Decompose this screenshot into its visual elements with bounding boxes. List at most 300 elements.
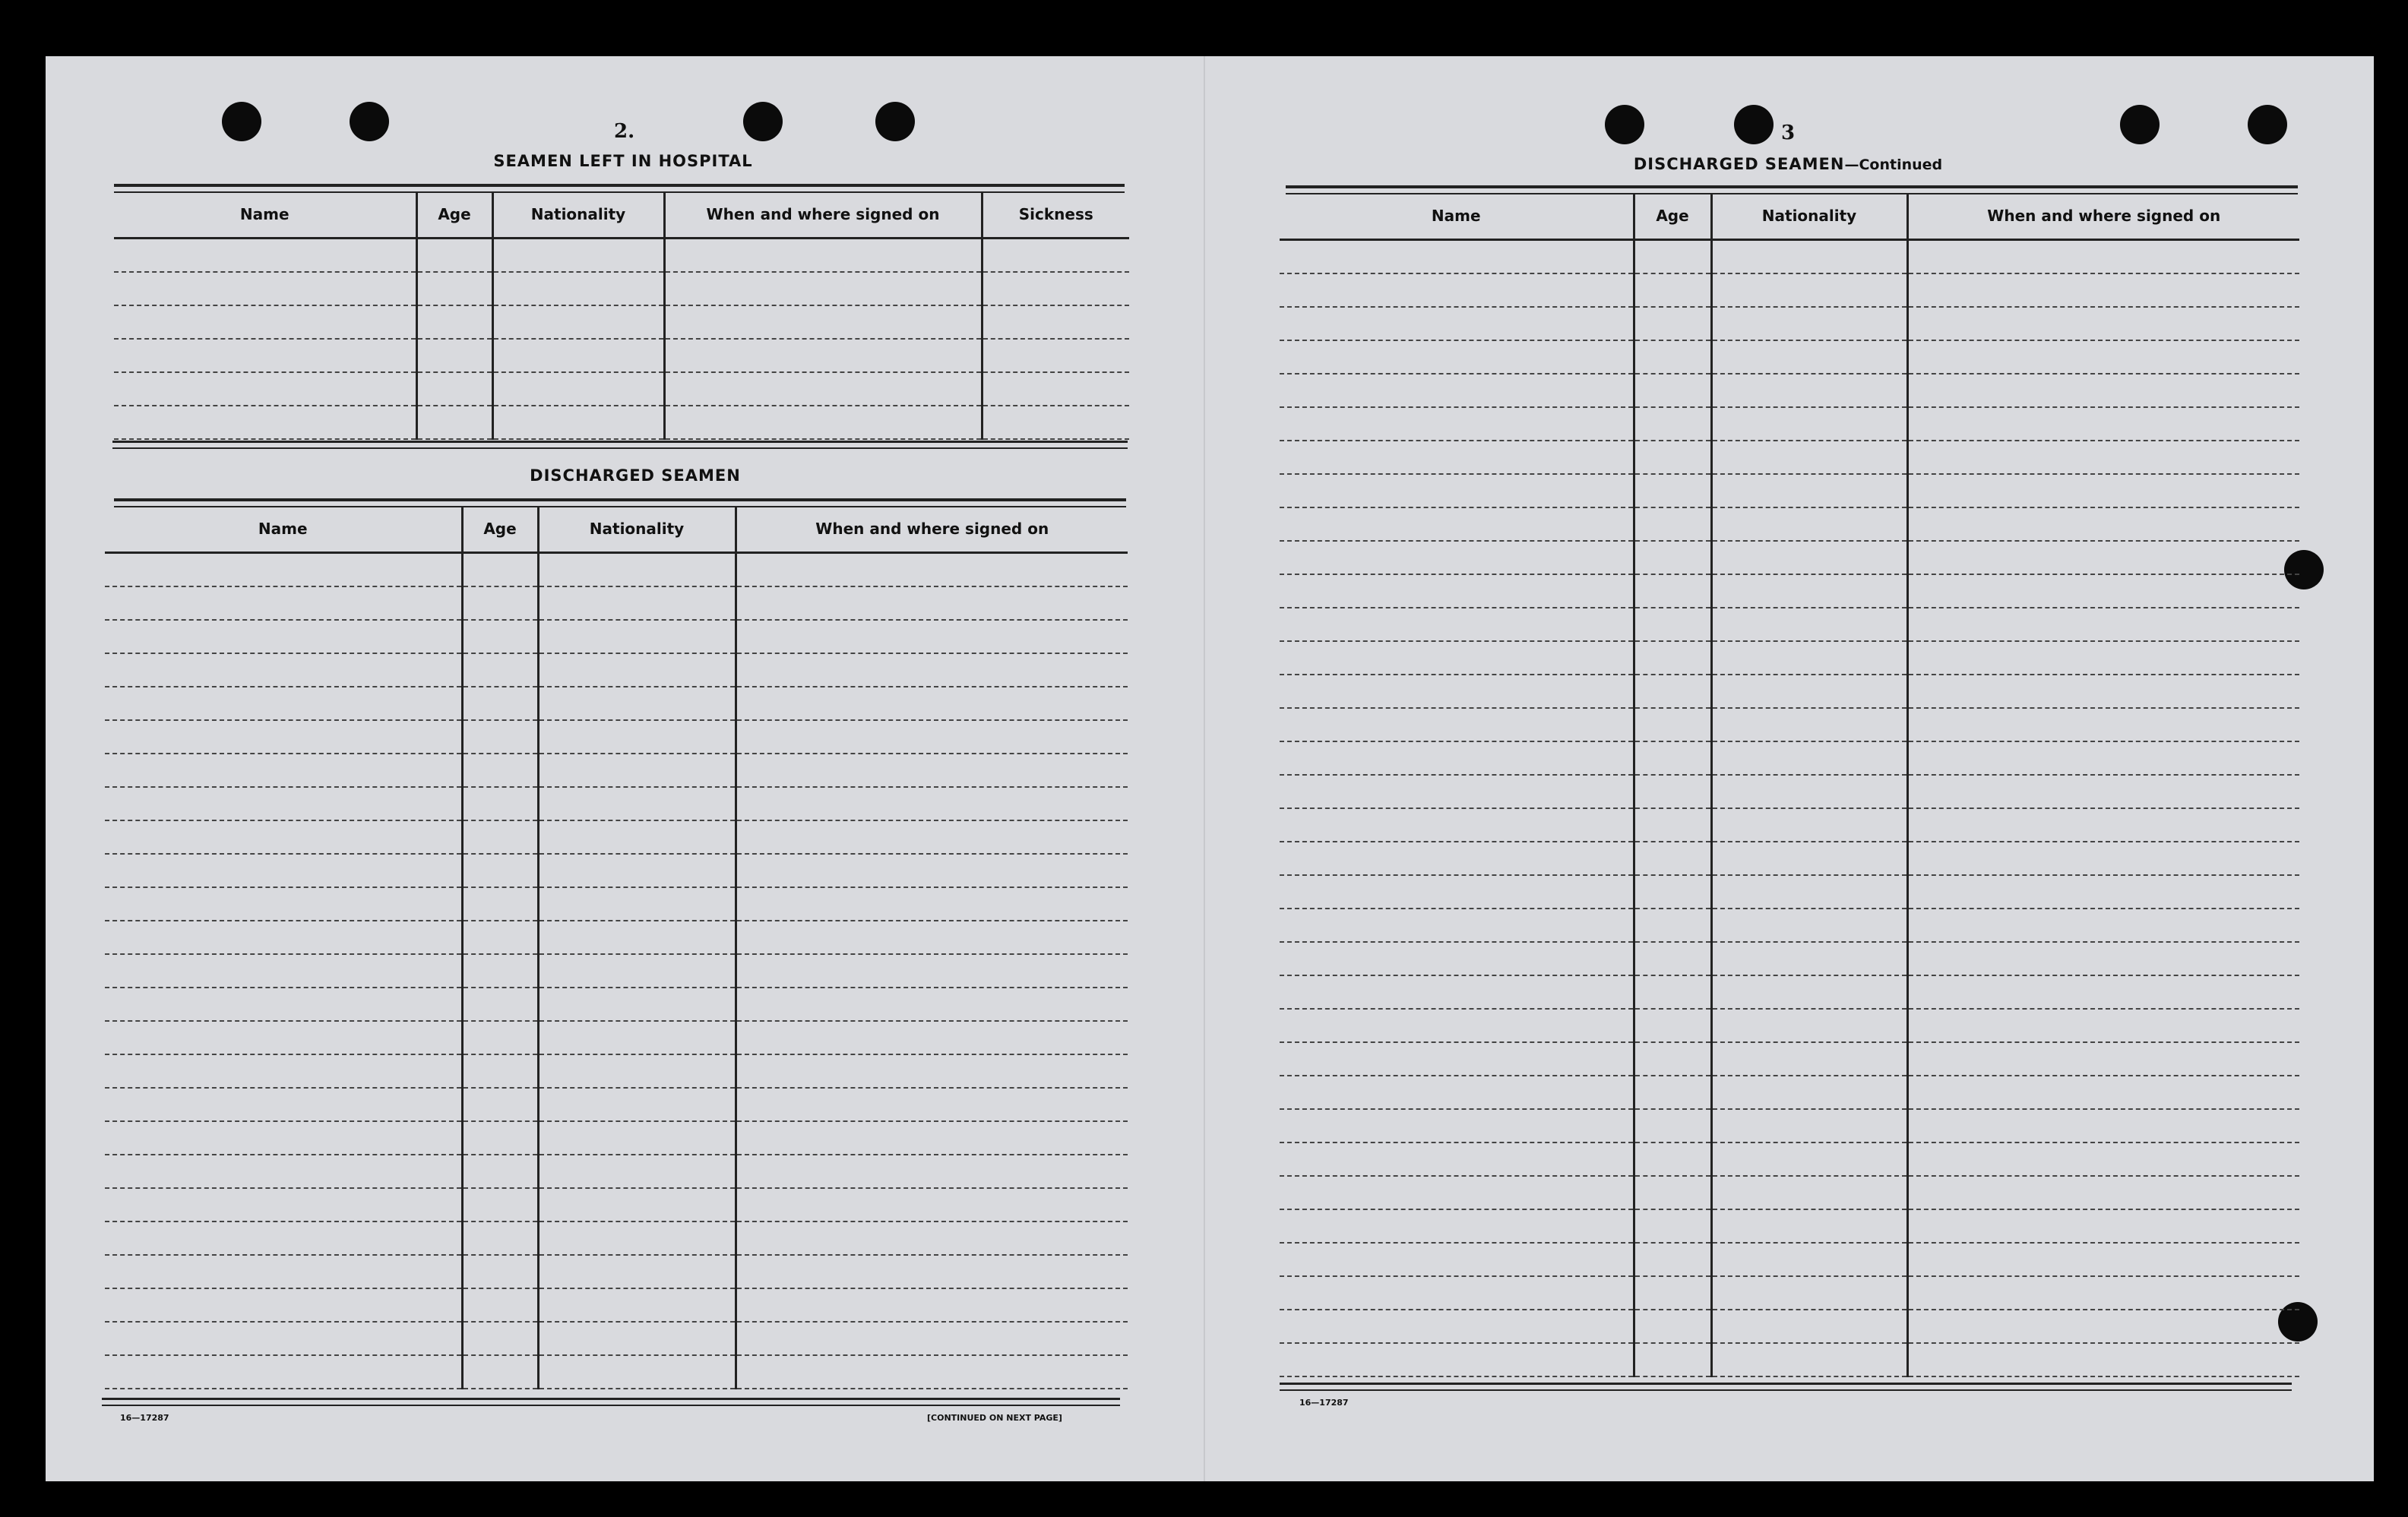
table-cell bbox=[1711, 1209, 1907, 1243]
table-cell bbox=[1907, 340, 2299, 374]
table-cell bbox=[1634, 975, 1711, 1009]
table-cell bbox=[1711, 1243, 1907, 1276]
table-cell bbox=[736, 1088, 1128, 1121]
table-cell bbox=[1634, 1009, 1711, 1042]
table-cell bbox=[462, 1088, 538, 1121]
table-cell bbox=[1711, 1009, 1907, 1042]
table-row bbox=[105, 854, 1128, 887]
table-row bbox=[1280, 1209, 2299, 1243]
table-row bbox=[105, 1355, 1128, 1389]
table-cell bbox=[105, 921, 462, 954]
table-cell bbox=[664, 406, 982, 439]
table-cell bbox=[1634, 407, 1711, 441]
table-row bbox=[105, 1054, 1128, 1088]
table-row bbox=[1280, 340, 2299, 374]
table-cell bbox=[1711, 441, 1907, 474]
table-cell bbox=[1907, 975, 2299, 1009]
table-row bbox=[1280, 775, 2299, 808]
table-cell bbox=[1711, 975, 1907, 1009]
table-cell bbox=[1280, 541, 1634, 574]
table-cell bbox=[736, 754, 1128, 787]
table-cell bbox=[1711, 1176, 1907, 1209]
table-cell bbox=[105, 1255, 462, 1288]
table-cell bbox=[1634, 842, 1711, 875]
table-cell bbox=[462, 553, 538, 587]
table-cell bbox=[1907, 1310, 2299, 1343]
table-cell bbox=[1711, 340, 1907, 374]
table-cell bbox=[1280, 842, 1634, 875]
table-cell bbox=[1634, 1209, 1711, 1243]
table-cell bbox=[114, 406, 416, 439]
table-cell bbox=[1280, 1142, 1634, 1176]
table-cell bbox=[1280, 942, 1634, 975]
table-cell bbox=[114, 305, 416, 339]
page-number-right: 3 bbox=[1781, 122, 1796, 144]
table-cell bbox=[538, 1288, 736, 1322]
table-cell bbox=[1280, 675, 1634, 708]
table-cell bbox=[1280, 307, 1634, 340]
table-cell bbox=[1711, 407, 1907, 441]
form-number-right: 16—17287 bbox=[1299, 1398, 1349, 1408]
table-cell bbox=[1711, 741, 1907, 775]
column-header: When and where signed on bbox=[664, 191, 982, 239]
table-cell bbox=[462, 887, 538, 921]
table-cell bbox=[1907, 441, 2299, 474]
table-cell bbox=[538, 620, 736, 653]
table-cell bbox=[982, 272, 1129, 305]
table-row bbox=[1280, 1310, 2299, 1343]
table-cell bbox=[105, 954, 462, 988]
punch-hole bbox=[2248, 105, 2287, 144]
table-cell bbox=[1634, 775, 1711, 808]
table-cell bbox=[1907, 1176, 2299, 1209]
table-cell bbox=[1711, 374, 1907, 407]
table-cell bbox=[1907, 942, 2299, 975]
table-cell bbox=[462, 988, 538, 1021]
discharged-section-title: DISCHARGED SEAMEN bbox=[530, 466, 741, 485]
table-cell bbox=[538, 653, 736, 687]
table-cell bbox=[416, 272, 492, 305]
table-cell bbox=[1907, 574, 2299, 608]
table-cell bbox=[538, 1088, 736, 1121]
punch-hole bbox=[875, 102, 915, 141]
table-row bbox=[105, 553, 1128, 587]
table-cell bbox=[1634, 273, 1711, 307]
table-cell bbox=[1280, 1109, 1634, 1142]
table-cell bbox=[1280, 708, 1634, 741]
table-cell bbox=[105, 1288, 462, 1322]
table-cell bbox=[1280, 474, 1634, 507]
table-row bbox=[1280, 875, 2299, 909]
table-cell bbox=[736, 1355, 1128, 1389]
table-row bbox=[105, 921, 1128, 954]
table-cell bbox=[538, 553, 736, 587]
table-cell bbox=[462, 820, 538, 854]
table-cell bbox=[1907, 608, 2299, 641]
discharged-table bbox=[105, 506, 1128, 1389]
table-cell bbox=[1711, 775, 1907, 808]
table-cell bbox=[462, 787, 538, 820]
table-cell bbox=[538, 1222, 736, 1255]
table-cell bbox=[462, 720, 538, 754]
table-cell bbox=[1907, 1243, 2299, 1276]
table-cell bbox=[1711, 909, 1907, 942]
table-row bbox=[114, 305, 1129, 339]
table-cell bbox=[1711, 240, 1907, 274]
table-cell bbox=[1907, 307, 2299, 340]
table-cell bbox=[416, 372, 492, 406]
discharged-bottom-rule bbox=[102, 1398, 1120, 1406]
table-cell bbox=[1711, 842, 1907, 875]
table-cell bbox=[1907, 1209, 2299, 1243]
table-cell bbox=[1634, 1142, 1711, 1176]
column-header: Age bbox=[416, 191, 492, 239]
table-row bbox=[1280, 441, 2299, 474]
table-cell bbox=[1907, 1343, 2299, 1376]
table-cell bbox=[1280, 273, 1634, 307]
table-cell bbox=[1907, 407, 2299, 441]
table-cell bbox=[462, 754, 538, 787]
column-header: Sickness bbox=[982, 191, 1129, 239]
table-cell bbox=[1711, 307, 1907, 340]
table-cell bbox=[105, 1322, 462, 1355]
table-cell bbox=[1711, 608, 1907, 641]
table-row bbox=[105, 1255, 1128, 1288]
table-cell bbox=[1280, 1209, 1634, 1243]
table-cell bbox=[1634, 741, 1711, 775]
table-cell bbox=[1711, 1343, 1907, 1376]
table-cell bbox=[1907, 675, 2299, 708]
table-cell bbox=[1711, 1276, 1907, 1310]
discharged-continued-title bbox=[1284, 155, 2292, 173]
table-cell bbox=[1280, 1176, 1634, 1209]
table-cell bbox=[1634, 641, 1711, 675]
table-cell bbox=[538, 854, 736, 887]
table-cell bbox=[1907, 641, 2299, 675]
table-cell bbox=[416, 305, 492, 339]
table-cell bbox=[105, 887, 462, 921]
table-cell bbox=[1634, 240, 1711, 274]
table-cell bbox=[1711, 1042, 1907, 1076]
table-cell bbox=[462, 921, 538, 954]
table-cell bbox=[114, 239, 416, 273]
table-cell bbox=[105, 653, 462, 687]
table-cell bbox=[982, 372, 1129, 406]
table-cell bbox=[1634, 574, 1711, 608]
table-cell bbox=[1711, 574, 1907, 608]
table-row bbox=[1280, 507, 2299, 541]
table-row bbox=[105, 820, 1128, 854]
punch-hole bbox=[1734, 105, 1774, 144]
table-cell bbox=[538, 1121, 736, 1155]
table-row bbox=[105, 1222, 1128, 1255]
table-cell bbox=[1907, 1109, 2299, 1142]
punch-hole bbox=[350, 102, 389, 141]
table-cell bbox=[1634, 474, 1711, 507]
column-header: Nationality bbox=[492, 191, 664, 239]
table-cell bbox=[538, 1188, 736, 1222]
table-cell bbox=[105, 720, 462, 754]
table-row bbox=[105, 653, 1128, 687]
table-cell bbox=[1634, 909, 1711, 942]
hospital-section-title: SEAMEN LEFT IN HOSPITAL bbox=[493, 152, 753, 170]
table-row bbox=[105, 988, 1128, 1021]
table-cell bbox=[664, 239, 982, 273]
table-cell bbox=[1711, 808, 1907, 842]
table-cell bbox=[538, 1054, 736, 1088]
table-cell bbox=[736, 586, 1128, 620]
table-cell bbox=[982, 339, 1129, 372]
table-cell bbox=[1711, 875, 1907, 909]
table-cell bbox=[105, 1054, 462, 1088]
table-cell bbox=[1907, 273, 2299, 307]
table-cell bbox=[492, 339, 664, 372]
column-header: Nationality bbox=[538, 506, 736, 553]
table-cell bbox=[1634, 1243, 1711, 1276]
table-cell bbox=[538, 586, 736, 620]
table-row bbox=[105, 887, 1128, 921]
table-cell bbox=[1907, 1042, 2299, 1076]
table-cell bbox=[1634, 507, 1711, 541]
table-row bbox=[114, 372, 1129, 406]
table-cell bbox=[736, 921, 1128, 954]
table-cell bbox=[538, 954, 736, 988]
table-cell bbox=[664, 305, 982, 339]
table-row bbox=[1280, 608, 2299, 641]
table-row bbox=[105, 720, 1128, 754]
table-cell bbox=[538, 1322, 736, 1355]
table-cell bbox=[736, 988, 1128, 1021]
table-row bbox=[105, 1322, 1128, 1355]
table-cell bbox=[105, 1188, 462, 1222]
table-row bbox=[1280, 374, 2299, 407]
table-row bbox=[1280, 909, 2299, 942]
table-cell bbox=[736, 1121, 1128, 1155]
table-cell bbox=[462, 1355, 538, 1389]
table-row bbox=[105, 1188, 1128, 1222]
table-cell bbox=[538, 887, 736, 921]
table-row bbox=[114, 406, 1129, 439]
table-row bbox=[1280, 1042, 2299, 1076]
table-cell bbox=[492, 239, 664, 273]
table-cell bbox=[114, 272, 416, 305]
table-cell bbox=[1280, 975, 1634, 1009]
table-cell bbox=[1634, 1109, 1711, 1142]
table-cell bbox=[114, 339, 416, 372]
table-cell bbox=[416, 239, 492, 273]
column-header: Age bbox=[1634, 193, 1711, 240]
table-cell bbox=[1280, 1042, 1634, 1076]
table-cell bbox=[1280, 808, 1634, 842]
punch-hole bbox=[2120, 105, 2160, 144]
table-cell bbox=[105, 620, 462, 653]
table-cell bbox=[1711, 675, 1907, 708]
table-cell bbox=[538, 1155, 736, 1188]
table-cell bbox=[736, 720, 1128, 754]
table-cell bbox=[1280, 1009, 1634, 1042]
table-row bbox=[1280, 808, 2299, 842]
column-header: Nationality bbox=[1711, 193, 1907, 240]
table-cell bbox=[105, 687, 462, 720]
table-cell bbox=[538, 1255, 736, 1288]
table-cell bbox=[1280, 1310, 1634, 1343]
table-cell bbox=[1907, 507, 2299, 541]
table-cell bbox=[462, 1288, 538, 1322]
table-cell bbox=[462, 1322, 538, 1355]
table-cell bbox=[492, 272, 664, 305]
table-cell bbox=[1907, 541, 2299, 574]
table-cell bbox=[1634, 1276, 1711, 1310]
table-cell bbox=[538, 1355, 736, 1389]
continued-bottom-rule bbox=[1280, 1383, 2292, 1391]
table-row bbox=[1280, 273, 2299, 307]
table-cell bbox=[1711, 942, 1907, 975]
table-cell bbox=[1711, 273, 1907, 307]
table-cell bbox=[1280, 1343, 1634, 1376]
table-cell bbox=[736, 820, 1128, 854]
table-cell bbox=[105, 988, 462, 1021]
table-cell bbox=[1634, 1176, 1711, 1209]
form-number-left: 16—17287 bbox=[120, 1413, 169, 1423]
table-cell bbox=[1634, 808, 1711, 842]
table-cell bbox=[1280, 1276, 1634, 1310]
table-row bbox=[114, 239, 1129, 273]
table-cell bbox=[538, 820, 736, 854]
table-cell bbox=[1711, 1310, 1907, 1343]
table-cell bbox=[1907, 775, 2299, 808]
table-cell bbox=[538, 687, 736, 720]
table-cell bbox=[1280, 374, 1634, 407]
table-cell bbox=[105, 854, 462, 887]
table-row bbox=[105, 1155, 1128, 1188]
table-cell bbox=[462, 854, 538, 887]
table-cell bbox=[736, 620, 1128, 653]
table-cell bbox=[1280, 507, 1634, 541]
table-cell bbox=[1907, 240, 2299, 274]
table-cell bbox=[736, 1188, 1128, 1222]
table-cell bbox=[1280, 574, 1634, 608]
table-cell bbox=[736, 687, 1128, 720]
table-cell bbox=[982, 406, 1129, 439]
column-header: Age bbox=[462, 506, 538, 553]
table-cell bbox=[462, 1021, 538, 1054]
table-cell bbox=[1634, 1076, 1711, 1109]
table-cell bbox=[736, 787, 1128, 820]
table-cell bbox=[736, 1054, 1128, 1088]
table-cell bbox=[492, 372, 664, 406]
table-cell bbox=[492, 406, 664, 439]
table-row bbox=[1280, 1142, 2299, 1176]
table-cell bbox=[664, 272, 982, 305]
table-cell bbox=[1634, 708, 1711, 741]
punch-hole bbox=[1605, 105, 1644, 144]
table-row bbox=[1280, 675, 2299, 708]
table-cell bbox=[1634, 340, 1711, 374]
table-cell bbox=[1634, 942, 1711, 975]
table-cell bbox=[1280, 240, 1634, 274]
table-cell bbox=[105, 1355, 462, 1389]
table-cell bbox=[1907, 1142, 2299, 1176]
table-cell bbox=[416, 406, 492, 439]
table-row bbox=[105, 687, 1128, 720]
table-row bbox=[114, 272, 1129, 305]
table-cell bbox=[1634, 608, 1711, 641]
table-cell bbox=[1907, 1009, 2299, 1042]
table-cell bbox=[105, 1155, 462, 1188]
table-cell bbox=[1634, 307, 1711, 340]
table-cell bbox=[105, 787, 462, 820]
table-cell bbox=[1634, 1343, 1711, 1376]
table-cell bbox=[736, 1255, 1128, 1288]
table-cell bbox=[492, 305, 664, 339]
table-cell bbox=[1634, 675, 1711, 708]
table-cell bbox=[736, 1322, 1128, 1355]
table-cell bbox=[538, 754, 736, 787]
table-cell bbox=[1634, 541, 1711, 574]
table-cell bbox=[1280, 1076, 1634, 1109]
table-cell bbox=[1907, 808, 2299, 842]
table-row bbox=[105, 586, 1128, 620]
table-cell bbox=[1634, 1042, 1711, 1076]
table-cell bbox=[982, 305, 1129, 339]
table-cell bbox=[462, 954, 538, 988]
table-row bbox=[1280, 1243, 2299, 1276]
center-fold bbox=[1204, 56, 1205, 1481]
table-cell bbox=[736, 1021, 1128, 1054]
table-cell bbox=[736, 887, 1128, 921]
table-row bbox=[1280, 641, 2299, 675]
hospital-bottom-rule bbox=[112, 441, 1128, 449]
table-row bbox=[1280, 842, 2299, 875]
table-cell bbox=[105, 1021, 462, 1054]
table-row bbox=[1280, 1276, 2299, 1310]
table-row bbox=[1280, 541, 2299, 574]
table-cell bbox=[538, 787, 736, 820]
table-cell bbox=[736, 1155, 1128, 1188]
table-cell bbox=[1634, 1310, 1711, 1343]
table-cell bbox=[1907, 842, 2299, 875]
table-cell bbox=[114, 372, 416, 406]
table-cell bbox=[1711, 1076, 1907, 1109]
table-cell bbox=[1711, 708, 1907, 741]
table-cell bbox=[1280, 340, 1634, 374]
table-row bbox=[105, 787, 1128, 820]
table-row bbox=[1280, 474, 2299, 507]
table-row bbox=[105, 754, 1128, 787]
table-cell bbox=[1907, 909, 2299, 942]
table-row bbox=[1280, 975, 2299, 1009]
table-cell bbox=[462, 1121, 538, 1155]
table-cell bbox=[462, 1255, 538, 1288]
table-cell bbox=[462, 1222, 538, 1255]
table-cell bbox=[1634, 441, 1711, 474]
table-row bbox=[1280, 1009, 2299, 1042]
table-row bbox=[105, 1288, 1128, 1322]
table-cell bbox=[1711, 1109, 1907, 1142]
column-header: Name bbox=[114, 191, 416, 239]
column-header: When and where signed on bbox=[1907, 193, 2299, 240]
table-row bbox=[1280, 307, 2299, 340]
table-cell bbox=[538, 988, 736, 1021]
table-cell bbox=[538, 1021, 736, 1054]
table-cell bbox=[1711, 541, 1907, 574]
table-cell bbox=[736, 653, 1128, 687]
punch-hole bbox=[743, 102, 783, 141]
table-cell bbox=[736, 1222, 1128, 1255]
table-row bbox=[1280, 741, 2299, 775]
table-row bbox=[105, 1021, 1128, 1054]
continued-note: [CONTINUED ON NEXT PAGE] bbox=[927, 1413, 1062, 1423]
